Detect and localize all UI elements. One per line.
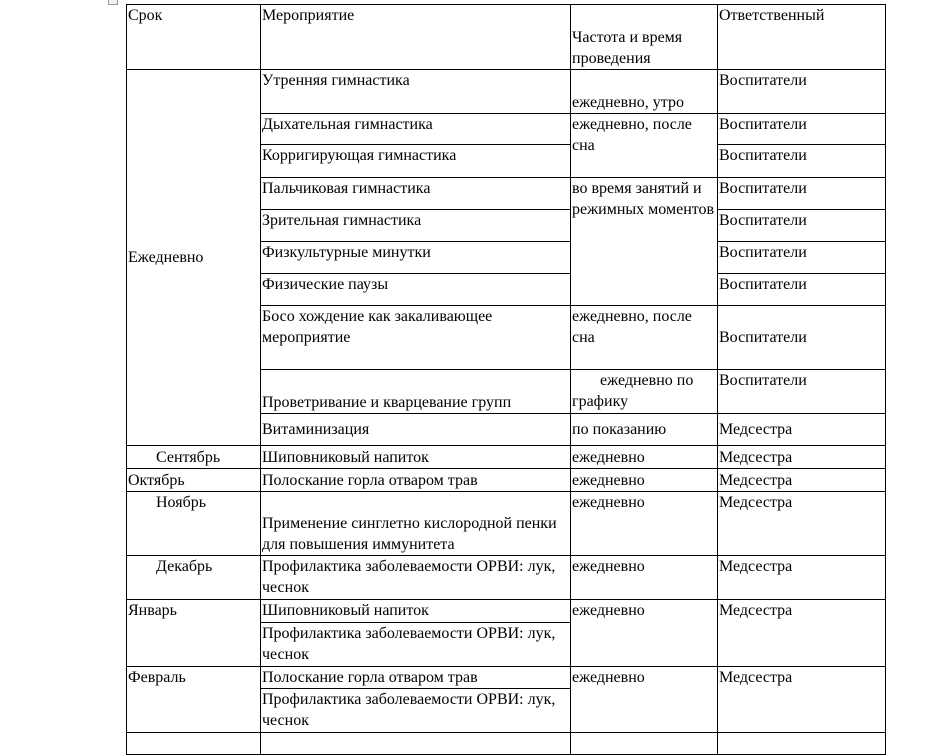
responsible-cell: Воспитатели xyxy=(718,178,886,210)
period-daily: Ежедневно xyxy=(127,70,261,446)
activity-cell: Зрительная гимнастика xyxy=(261,210,571,242)
responsible-cell: Медсестра xyxy=(718,600,886,667)
responsible-cell: Воспитатели xyxy=(718,274,886,306)
activity-cell: Босо хождение как закаливающее мероприятие xyxy=(261,306,571,370)
table-row xyxy=(127,667,886,689)
activity-cell: Проветривание и кварцевание групп xyxy=(261,370,571,414)
frequency-cell: ежедневно, после сна xyxy=(571,114,718,178)
frequency-cell: ежедневно xyxy=(571,492,718,556)
activity-cell: Пальчиковая гимнастика xyxy=(261,178,571,210)
health-activities-table xyxy=(126,4,886,755)
responsible-cell: Воспитатели xyxy=(718,242,886,274)
responsible-cell: Воспитатели xyxy=(718,114,886,145)
frequency-cell: по показанию xyxy=(571,414,718,446)
activity-cell: Дыхательная гимнастика xyxy=(261,114,571,145)
activity-cell: Физические паузы xyxy=(261,274,571,306)
table-header-row xyxy=(127,5,886,70)
activity-cell: Профилактика заболеваемости ОРВИ: лук, чеснок xyxy=(261,689,571,733)
frequency-cell: ежедневно xyxy=(571,600,718,667)
responsible-cell: Медсестра xyxy=(718,446,886,469)
period-cell xyxy=(127,733,261,755)
responsible-cell: Медсестра xyxy=(718,556,886,600)
activity-cell: Профилактика заболеваемости ОРВИ: лук, чеснок xyxy=(261,556,571,600)
activity-cell xyxy=(261,733,571,755)
responsible-cell: Воспитатели xyxy=(718,306,886,370)
responsible-cell: Медсестра xyxy=(718,667,886,733)
table-row xyxy=(127,469,886,492)
activity-cell: Физкультурные минутки xyxy=(261,242,571,274)
responsible-cell: Медсестра xyxy=(718,469,886,492)
period-cell: Октябрь xyxy=(127,469,261,492)
period-cell: Январь xyxy=(127,600,261,667)
period-cell: Февраль xyxy=(127,667,261,733)
table-row xyxy=(127,70,886,114)
activity-cell: Полоскание горла отваром трав xyxy=(261,667,571,689)
activity-cell: Профилактика заболеваемости ОРВИ: лук, чеснок xyxy=(261,623,571,667)
frequency-cell: ежедневно, утро xyxy=(571,70,718,114)
frequency-cell: во время занятий и режимных моментов xyxy=(571,178,718,306)
responsible-cell: Медсестра xyxy=(718,414,886,446)
responsible-cell: Воспитатели xyxy=(718,145,886,178)
responsible-cell: Медсестра xyxy=(718,492,886,556)
table-row xyxy=(127,600,886,623)
activity-cell: Шиповниковый напиток xyxy=(261,446,571,469)
table-row xyxy=(127,492,886,556)
table-row xyxy=(127,446,886,469)
header-period: Срок xyxy=(127,5,261,70)
frequency-cell: ежедневно xyxy=(571,469,718,492)
period-cell: Ноябрь xyxy=(127,492,261,556)
header-frequency: Частота и время проведения xyxy=(571,5,718,70)
frequency-cell: ежедневно по графику xyxy=(571,370,718,414)
frequency-cell xyxy=(571,733,718,755)
header-activity: Мероприятие xyxy=(261,5,571,70)
activity-cell: Корригирующая гимнастика xyxy=(261,145,571,178)
activity-cell: Применение синглетно кислородной пенки для повышения иммунитета xyxy=(261,492,571,556)
frequency-cell: ежедневно xyxy=(571,556,718,600)
responsible-cell xyxy=(718,733,886,755)
responsible-cell: Воспитатели xyxy=(718,210,886,242)
table-row-cutoff xyxy=(127,733,886,755)
responsible-cell: Воспитатели xyxy=(718,370,886,414)
activity-cell: Утренняя гимнастика xyxy=(261,70,571,114)
table-row xyxy=(127,556,886,600)
header-responsible: Ответственный xyxy=(718,5,886,70)
period-cell: Декабрь xyxy=(127,556,261,600)
activity-cell: Шиповниковый напиток xyxy=(261,600,571,623)
frequency-cell: ежедневно xyxy=(571,446,718,469)
frequency-cell: ежедневно, после сна xyxy=(571,306,718,370)
responsible-cell: Воспитатели xyxy=(718,70,886,114)
period-cell: Сентябрь xyxy=(127,446,261,469)
activity-cell: Витаминизация xyxy=(261,414,571,446)
activity-cell: Полоскание горла отваром трав xyxy=(261,469,571,492)
frequency-cell: ежедневно xyxy=(571,667,718,733)
table-move-handle[interactable] xyxy=(108,0,118,5)
